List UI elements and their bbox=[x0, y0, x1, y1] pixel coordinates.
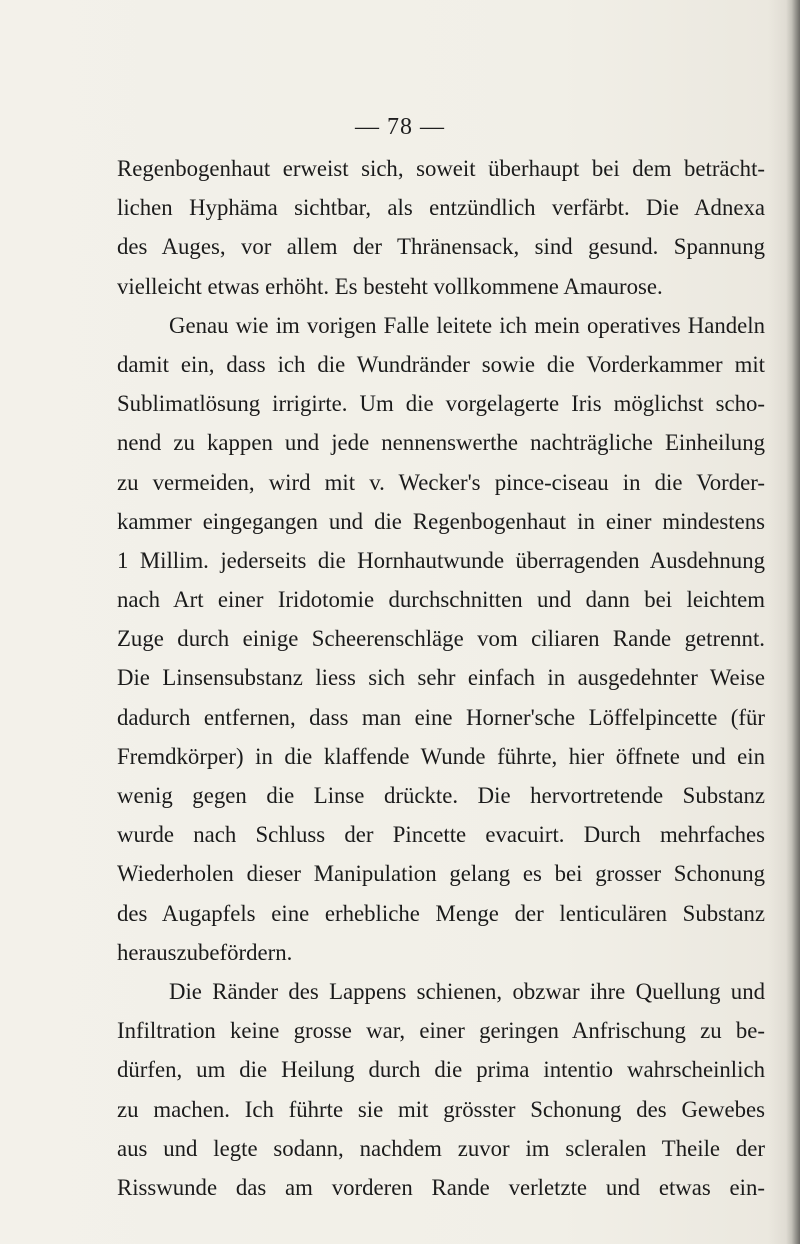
text-line: dadurch entfernen, dass man eine Horner'sche Löffelpincette (für bbox=[117, 704, 765, 730]
text-line: 1 Millim. jederseits die Hornhautwunde überragenden Ausdehnung bbox=[117, 547, 765, 573]
text-line: Zuge durch einige Scheerenschläge vom ciliaren Rande getrennt. bbox=[117, 626, 765, 652]
text-line: Sublimatlösung irrigirte. Um die vorgelagerte Iris möglichst scho- bbox=[117, 391, 765, 417]
text-line: nend zu kappen und jede nennenswerthe nachträgliche Einheilung bbox=[117, 430, 765, 456]
text-line: vielleicht etwas erhöht. Es besteht vollkommene Amaurose. bbox=[117, 273, 663, 299]
text-line: des Augapfels eine erhebliche Menge der lenticulären Substanz bbox=[117, 900, 765, 926]
text-line: Infiltration keine grosse war, einer geringen Anfrischung zu be- bbox=[117, 1018, 765, 1044]
text-line: Regenbogenhaut erweist sich, soweit überhaupt bei dem beträcht- bbox=[117, 156, 765, 181]
text-line: nach Art einer Iridotomie durchschnitten und dann bei leichtem bbox=[117, 587, 765, 613]
text-line: Die Linsensubstanz liess sich sehr einfach in ausgedehnter Weise bbox=[117, 665, 765, 691]
text-line: Fremdkörper) in die klaffende Wunde führte, hier öffnete und ein bbox=[117, 743, 765, 769]
body-text bbox=[117, 149, 765, 1207]
text-line: dürfen, um die Heilung durch die prima intentio wahrscheinlich bbox=[117, 1057, 765, 1083]
text-line: zu machen. Ich führte sie mit grösster Schonung des Gewebes bbox=[117, 1096, 765, 1122]
text-line: kammer eingegangen und die Regenbogenhaut in einer mindestens bbox=[117, 508, 765, 534]
text-line: Wiederholen dieser Manipulation gelang es bei grosser Schonung bbox=[117, 861, 765, 887]
text-line: zu vermeiden, wird mit v. Wecker's pince-ciseau in die Vorder- bbox=[117, 469, 765, 495]
paragraph-start-line: Genau wie im vorigen Falle leitete ich mein operatives Handeln bbox=[169, 312, 765, 338]
text-line: herauszubefördern. bbox=[117, 939, 293, 965]
text-line: des Auges, vor allem der Thränensack, sind gesund. Spannung bbox=[117, 234, 765, 260]
text-line: Risswunde das am vorderen Rande verletzte und etwas ein- bbox=[117, 1174, 765, 1200]
page-number: — 78 — bbox=[355, 114, 445, 140]
text-line: lichen Hyphäma sichtbar, als entzündlich verfärbt. Die Adnexa bbox=[117, 195, 765, 221]
text-line: wenig gegen die Linse drückte. Die hervortretende Substanz bbox=[117, 783, 765, 808]
text-line: aus und legte sodann, nachdem zuvor im scleralen Theile der bbox=[117, 1135, 765, 1161]
page-edge-shadow bbox=[786, 0, 800, 1244]
paragraph-start-line: Die Ränder des Lappens schienen, obzwar ihre Quellung und bbox=[169, 978, 765, 1004]
text-line: damit ein, dass ich die Wundränder sowie die Vorderkammer mit bbox=[117, 351, 765, 377]
text-line: wurde nach Schluss der Pincette evacuirt. Durch mehrfaches bbox=[117, 822, 765, 848]
